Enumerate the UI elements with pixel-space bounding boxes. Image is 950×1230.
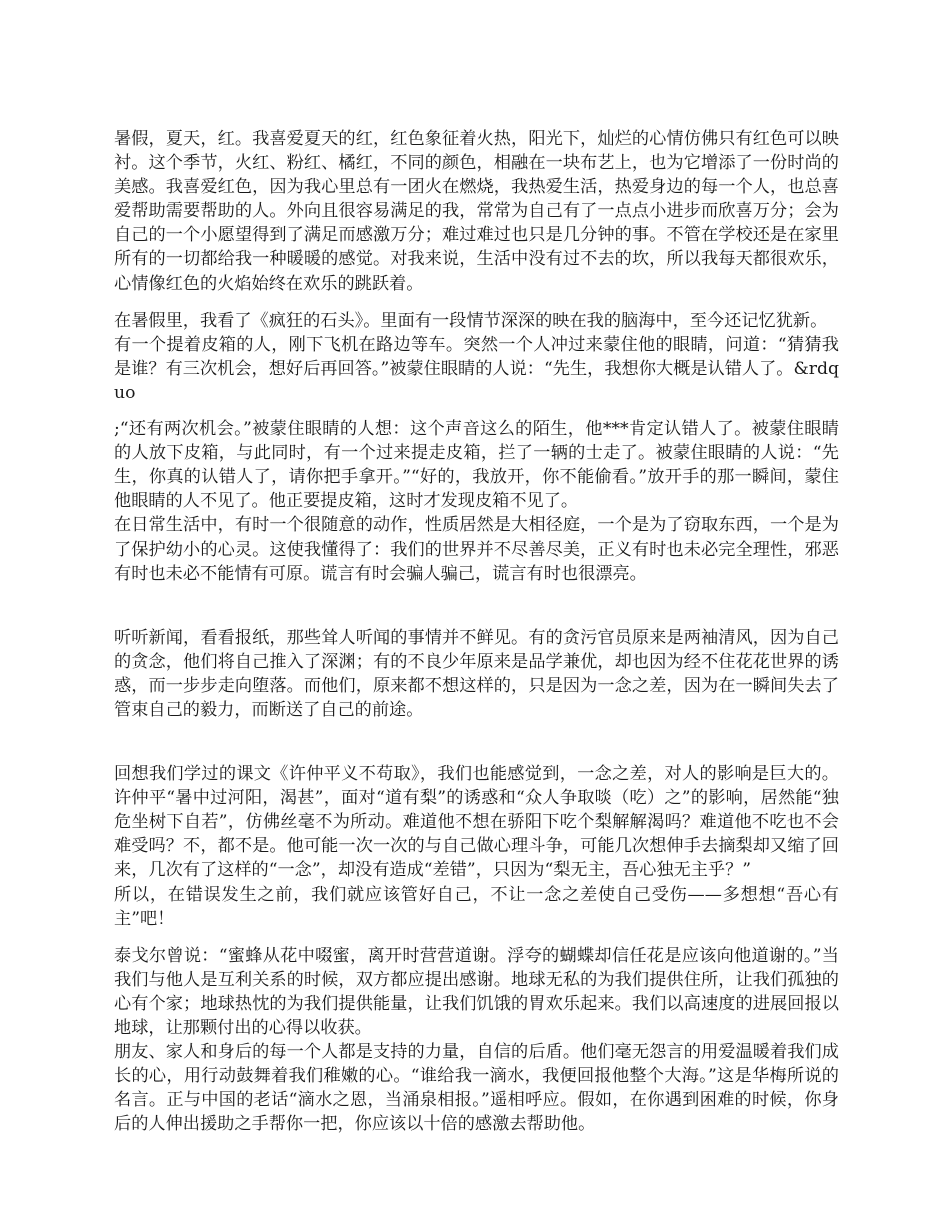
paragraph-two-chances: ;“还有两次机会。”被蒙住眼睛的人想：这个声音这么的陌生，他***肯定认错人了。被蒙住眼睛的人放下皮箱，与此同时，有一个过来提走皮箱，拦了一辆的士走了。被蒙住眼睛的人说：“先生，你真的认错人了，请你把手拿开。”“好的，我放开，你不能偷看。”放开手的那一瞬间，蒙住他眼睛的人不见了。他正要提皮箱，这时才发现皮箱不见了。: [114, 419, 839, 512]
paragraph-suitcase-story: 有一个提着皮箱的人，刚下飞机在路边等车。突然一个人冲过来蒙住他的眼睛，问道：“猜猜我是谁？有三次机会，想好后再回答。”被蒙住眼睛的人说：“先生，我想你大概是认错人了。&rdquo: [114, 334, 839, 403]
paragraph-tagore: 泰戈尔曾说：“蜜蜂从花中啜蜜，离开时营营道谢。浮夸的蝴蝶却信任花是应该向他道谢的。”当我们与他人是互利关系的时候，双方都应提出感谢。地球无私的为我们提供住所，让我们孤独的心有个家；地球热忱的为我们提供能量，让我们饥饿的胃欢乐起来。我们以高速度的进展回报以地球，让那颗付出的心得以收获。: [114, 945, 839, 1038]
paragraph-summer-red: 暑假，夏天，红。我喜爱夏天的红，红色象征着火热，阳光下，灿烂的心情仿佛只有红色可以映衬。这个季节，火红、粉红、橘红，不同的颜色，相融在一块布艺上，也为它增添了一份时尚的美感。我喜爱红色，因为我心里总有一团火在燃烧，我热爱生活，热爱身边的每一个人，也总喜爱帮助需要帮助的人。外向且很容易满足的我，常常为自己有了一点点小进步而欣喜万分；会为自己的一个小愿望得到了满足而感激万分；难过难过也只是几分钟的事。不管在学校还是在家里所有的一切都给我一种暖暖的感觉。对我来说，生活中没有过不去的坎，所以我每天都很欢乐，心情像红色的火焰始终在欢乐的跳跃着。: [114, 129, 839, 294]
paragraph-daily-life: 在日常生活中，有时一个很随意的动作，性质居然是大相径庭，一个是为了窃取东西，一个是为了保护幼小的心灵。这使我懂得了：我们的世界并不尽善尽美，正义有时也未必完全理性，邪恶有时也未必不能情有可原。谎言有时会骗人骗己，谎言有时也很漂亮。: [114, 515, 839, 584]
document-body: [114, 127, 839, 1136]
paragraph-conclusion: 所以，在错误发生之前，我们就应该管好自己，不让一念之差使自己受伤——多想想“吾心有主”吧！: [114, 884, 839, 929]
paragraph-xu-zhongping: 回想我们学过的课文《许仲平义不苟取》，我们也能感觉到，一念之差，对人的影响是巨大的。许仲平“暑中过河阳，渴甚”，面对“道有梨”的诱惑和“众人争取啖（吃）之”的影响，居然能“独危坐树下自若”，仿佛丝毫不为所动。难道他不想在骄阳下吃个梨解解渴吗？难道他不吃也不会难受吗？不，都不是。他可能一次一次的与自己做心理斗争，可能几次想伸手去摘梨却又缩了回来，几次有了这样的“一念”，却没有造成“差错”，只因为“梨无主，吾心独无主乎？”: [114, 764, 839, 881]
paragraph-news: 听听新闻，看看报纸，那些耸人听闻的事情并不鲜见。有的贪污官员原来是两袖清风，因为自己的贪念，他们将自己推入了深渊；有的不良少年原来是品学兼优，却也因为经不住花花世界的诱惑，而一步步走向堕落。而他们，原来都不想这样的，只是因为一念之差，因为在一瞬间失去了管束自己的毅力，而断送了自己的前途。: [114, 627, 839, 720]
paragraph-crazy-stone: 在暑假里，我看了《疯狂的石头》。里面有一段情节深深的映在我的脑海中，至今还记忆犹新。: [114, 310, 828, 331]
paragraph-gratitude: 朋友、家人和身后的每一个人都是支持的力量，自信的后盾。他们毫无怨言的用爱温暖着我们成长的心，用行动鼓舞着我们稚嫩的心。“谁给我一滴水，我便回报他整个大海。”这是华梅所说的名言。正与中国的老话“滴水之恩，当涌泉相报。”遥相呼应。假如，在你遇到困难的时候，你身后的人伸出援助之手帮你一把，你应该以十倍的感激去帮助他。: [114, 1042, 839, 1135]
